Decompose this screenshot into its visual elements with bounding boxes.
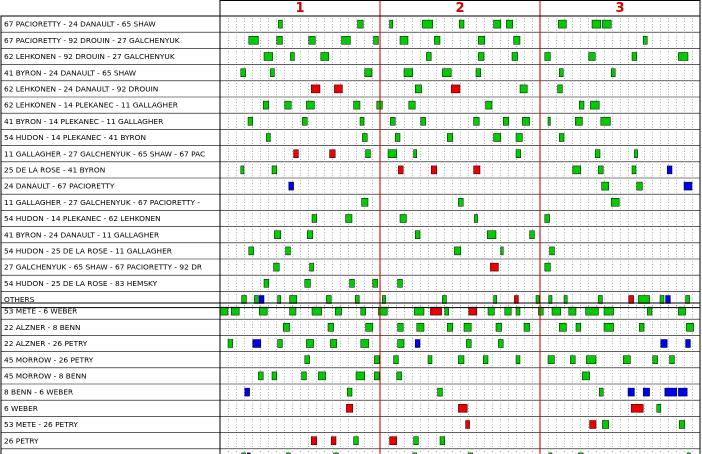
shift-segment [579,101,584,109]
shift-segment [643,388,649,396]
shift-segment [415,231,420,239]
shift-segment [395,134,400,142]
shift-segment [398,323,404,331]
line-label: 41 BYRON - 24 DANAULT - 65 SHAW [4,68,137,78]
shift-segment [426,53,431,61]
shift-segment [290,307,296,315]
line-label: 41 BYRON - 14 PLEKANEC - 11 GALLAGHER [4,116,164,126]
shift-segment [447,323,453,331]
shift-segment [334,85,342,93]
shift-segment [264,53,273,61]
shift-segment [286,247,291,255]
shift-segment [634,150,637,158]
row-labels [4,20,205,454]
line-label: 62 LEHKONEN - 24 DANAULT - 92 DROUIN [4,84,159,94]
shift-segment [503,117,509,125]
shift-segment [289,182,294,190]
shift-segment [686,296,690,304]
shift-segment [312,215,317,223]
line-label: OTHERS [4,295,35,305]
shift-segment [253,340,261,348]
shift-segment [573,166,581,174]
shift-segment [445,307,449,315]
shift-segment [249,36,259,44]
shift-segment [488,307,494,315]
shift-segment [516,150,521,158]
shift-segment [520,85,527,93]
shift-segment [366,150,371,158]
shift-segment [604,307,614,315]
line-label: 22 ALZNER - 8 BENN [4,322,81,332]
shift-segment [552,307,561,315]
shift-segment [241,166,244,174]
shift-segment [530,231,535,239]
line-label: 54 HUDON - 14 PLEKANEC - 41 BYRON [4,133,147,143]
shift-segment [514,296,518,304]
line-label: 67 PACIORETTY - 92 DROUIN - 27 GALCHENYUK [4,35,180,45]
shift-segment [302,117,307,125]
shift-segment [684,182,692,190]
minute-dots [228,83,693,95]
shift-segment [278,340,283,348]
shift-segment [274,231,280,239]
shift-segment [258,372,263,380]
shift-segment [602,182,609,190]
line-label: 62 LEHKONEN - 92 DROUIN - 27 GALCHENYUK [4,52,175,62]
shift-segment [569,307,576,315]
shift-segment [678,388,687,396]
shift-segment [611,198,619,206]
shift-segment [599,388,603,396]
shift-segment [549,296,552,304]
shift-segment [354,437,359,445]
shift-segment [263,101,269,109]
shift-segment [355,296,359,304]
shift-segment [576,323,581,331]
shift-segment [326,296,331,304]
shift-segment [575,117,582,125]
shift-segment [545,215,550,223]
shift-segment [285,101,291,109]
minute-dots [228,164,693,176]
shift-segment [245,388,250,396]
shift-segment [678,307,685,315]
shift-segment [638,296,649,304]
shift-segment [494,20,501,28]
shift-segment [310,263,314,271]
shift-segment [409,101,415,109]
shift-segment [400,215,406,223]
shift-segment [366,323,373,331]
shift-segment [598,166,603,174]
minute-dots [228,322,693,334]
shift-segment [390,20,393,28]
shift-segment [294,150,299,158]
shift-segment [582,372,589,380]
line-label: 53 METE - 6 WEBER [4,306,78,316]
line-label: 27 GALCHENYUK - 65 SHAW - 67 PACIORETTY - 92 DR [4,262,203,272]
shift-segment [388,150,397,158]
shift-segment [623,356,630,364]
shift-segment [631,404,643,412]
shift-segment [361,340,369,348]
shift-segment [516,356,520,364]
minute-dots [228,387,693,399]
shift-segment [373,279,378,287]
shift-segment [231,307,239,315]
shift-marks [220,20,702,454]
shift-segment [330,150,336,158]
shift-segment [494,134,501,142]
shift-segment [390,117,395,125]
shift-segment [312,307,322,315]
shift-segment [374,356,379,364]
shift-segment [249,247,254,255]
minute-dots [228,262,693,274]
shift-segment [586,356,596,364]
minute-dots [228,338,693,350]
shift-segment [639,323,644,331]
shift-segment [559,134,564,142]
shift-segment [414,307,424,315]
shift-segment [254,296,258,304]
shift-segment [516,134,522,142]
shift-segment [415,85,421,93]
shift-segment [374,36,379,44]
shift-segment [559,323,566,331]
shift-segment [438,388,443,396]
shift-segment [431,166,437,174]
shift-segment [496,323,502,331]
period-label-1: 1 [295,1,305,16]
shift-segment [346,404,352,412]
shift-segment [278,20,282,28]
shift-segment [330,340,336,348]
shift-segment [331,437,336,445]
line-label: 6 WEBER [4,403,38,413]
shift-segment [274,263,280,271]
minute-dots [228,116,693,128]
shift-segment [342,36,351,44]
shift-segment [564,296,567,304]
shift-segment [501,247,503,255]
shift-segment [604,323,614,331]
shift-segment [524,323,530,331]
shift-segment [365,69,372,77]
shift-segment [228,340,233,348]
shift-segment [270,69,274,77]
shift-segment [629,296,634,304]
shift-segment [522,117,529,125]
shift-segment [494,296,497,304]
shift-segment [390,437,397,445]
shift-segment [506,20,512,28]
shift-segment [666,296,671,304]
shift-segment [311,85,320,93]
minute-dots [228,278,693,290]
shift-segment [350,279,355,287]
line-label: 54 HUDON - 14 PLEKANEC - 62 LEHKONEN [4,214,161,224]
minute-dots [228,132,693,144]
shift-segment [358,20,364,28]
line-label: 54 HUDON - 25 DE LA ROSE - 83 HEMSKY [4,278,158,288]
line-label: 45 MORROW - 26 PETRY [4,355,94,365]
shift-segment [447,134,453,142]
line-label: 62 LEHKONEN - 14 PLEKANEC - 11 GALLAGHER [4,100,178,110]
shift-segment [272,372,277,380]
shift-segment [512,53,518,61]
shift-segment [458,198,463,206]
shift-segment [442,296,446,304]
period-label-3: 3 [615,1,625,16]
shift-segment [400,36,408,44]
shift-segment [686,323,693,331]
shift-segment [394,356,399,364]
line-label: 41 BYRON - 24 DANAULT - 11 GALLAGHER [4,230,160,240]
shift-segment [354,101,360,109]
shift-segment [259,307,267,315]
minute-dots [228,181,693,193]
shift-segment [516,307,520,315]
shift-segment [414,150,417,158]
shift-segment [382,296,385,304]
shift-segment [469,307,477,315]
shift-segment [665,388,677,396]
shift-segment [474,117,480,125]
period-label-2: 2 [455,1,465,16]
shift-segment [459,20,464,28]
minute-dots [228,213,693,225]
shift-segment [538,307,543,315]
line-label: 25 DE LA ROSE - 41 BYRON [4,165,106,175]
shift-segment [306,340,313,348]
shift-segment [417,323,424,331]
shift-segment [602,421,608,429]
minute-dots [228,35,693,47]
shift-segment [362,134,367,142]
shift-segment [632,166,636,174]
shift-segment [660,296,664,304]
shift-segment [278,296,281,304]
shift-segment [328,323,334,331]
shift-segment [306,101,314,109]
shift-segment [498,340,503,348]
shift-segment [601,117,611,125]
shift-segment [442,69,451,77]
minute-dots [228,51,693,63]
shift-segment [486,101,492,109]
shift-segment [430,307,441,315]
shift-segment [311,437,317,445]
shift-segment [643,36,647,44]
line-label: 45 MORROW - 8 BENN [4,371,87,381]
line-label: 24 DANAULT - 67 PACIORETTY [4,181,115,191]
shift-segment [478,36,484,44]
shift-segment [398,166,403,174]
shift-segment [422,20,432,28]
shift-segment [505,307,511,315]
line-label: 67 PACIORETTY - 24 DANAULT - 65 SHAW [4,19,156,29]
line-label: 11 GALLAGHER - 27 GALCHENYUK - 65 SHAW - 67 PAC [4,149,206,159]
shift-segment [667,166,672,174]
shift-segment [670,356,675,364]
shift-segment [490,263,498,271]
shift-segment [428,356,432,364]
shift-segment [277,36,283,44]
shift-segment [558,20,566,28]
shift-segment [414,437,419,445]
shift-segment [290,53,294,61]
shift-segment [586,307,599,315]
shift-segment [307,231,313,239]
shift-segment [679,421,685,429]
shift-segment [464,323,471,331]
shift-segment [451,85,460,93]
shift-segment [397,372,402,380]
minute-dots [228,229,693,241]
shift-segment [347,388,352,396]
shift-segment [548,117,550,125]
shift-segment [272,166,277,174]
minute-dots [228,100,693,112]
shift-segment [678,53,688,61]
line-label: 54 HUDON - 25 DE LA ROSE - 11 GALLAGHER [4,246,172,256]
shift-segment [305,356,310,364]
minute-dots [228,67,693,79]
shift-segment [548,356,554,364]
shift-segment [536,296,539,304]
line-label: 11 GALLAGHER - 27 GALCHENYUK - 67 PACIORETTY - [4,197,201,207]
shift-segment [321,53,329,61]
shift-segment [309,36,315,44]
shift-segment [335,307,341,315]
shift-segment [592,20,601,28]
shift-segment [415,340,420,348]
shift-segment [514,36,520,44]
minute-dots [228,435,693,447]
shift-segment [434,36,440,44]
shift-segment [483,356,488,364]
shift-segment [637,182,643,190]
shift-segment [602,20,611,28]
shift-segment [346,215,352,223]
line-label: 26 PETRY [4,436,39,446]
shift-segment [478,53,484,61]
shift-segment [570,356,575,364]
shift-segment [632,53,637,61]
shift-segment [440,437,445,445]
shift-segment [241,69,246,77]
shift-segment [361,307,366,315]
shift-segment [360,117,364,125]
shift-segment [220,307,228,315]
shift-segment [454,247,460,255]
line-label: 8 BENN - 6 WEBER [4,387,74,397]
shift-segment [598,296,602,304]
shift-segment [550,247,555,255]
shift-segment [590,421,596,429]
shift-segment [647,307,652,315]
shift-segment [558,85,563,93]
shift-segment [628,388,634,396]
minute-dots [228,419,693,431]
shift-segment [590,101,599,109]
shift-segment [657,404,661,412]
panel-border [1,303,700,454]
shift-segment [242,296,247,304]
line-label: 53 METE - 26 PETRY [4,420,78,430]
shift-segment [611,69,615,77]
shift-segment [466,340,471,348]
shift-segment [458,404,467,412]
shift-segment [305,279,311,287]
shift-segment [559,69,563,77]
shift-segment [404,69,413,77]
minute-dots [228,370,693,382]
shift-segment [421,117,426,125]
line-label: 22 ALZNER - 26 PETRY [4,339,88,349]
shift-segment [545,53,551,61]
shift-segment [589,53,595,61]
shift-segment [264,279,269,287]
shift-segment [474,215,477,223]
shift-segment [248,117,253,125]
shift-segment [356,372,365,380]
shift-segment [474,166,480,174]
shift-segment [302,372,307,380]
shift-segment [466,421,470,429]
shift-segment [283,323,289,331]
shift-segment [398,279,403,287]
shift-segment [290,296,297,304]
shift-segment [487,231,496,239]
shift-segment [661,340,667,348]
shift-segment [374,372,379,380]
shift-segment [398,340,404,348]
shift-segment [545,263,551,271]
shift-segment [476,69,481,77]
shift-segment [458,356,464,364]
shift-segment [266,134,270,142]
shift-segment [362,198,368,206]
shift-segment [686,340,691,348]
shift-segment [318,372,325,380]
shift-segment [259,296,264,304]
shift-segment [653,356,658,364]
shift-segment [595,150,600,158]
minute-dots [228,294,693,306]
